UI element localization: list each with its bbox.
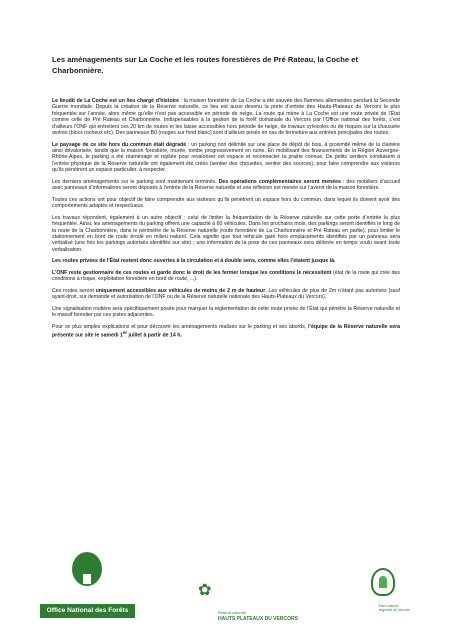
- onf-logo-label: Office National des Forêts: [40, 604, 135, 618]
- paragraph-emphasis: uniquement accessibles aux véhicules de moins de 2 m de hauteur: [95, 288, 266, 295]
- paragraph-signage: Une signalisation routière sera spécifiquement posée pour marquer la réglementation de cette route privée de l’État qui pénètre la Réserve naturelle et le massif forestier par ces pistes adjacentes.: [52, 306, 400, 319]
- paragraph-lead: Le paysage de ce site hors du commun était dégradé: [52, 141, 187, 148]
- paragraph-emphasis: Des opérations complémentaires seront menées: [218, 178, 341, 185]
- paragraph-works: [52, 179, 400, 192]
- document-body: [52, 98, 400, 345]
- ordinal-superscript: er: [122, 330, 128, 336]
- paragraph-roads-open: Les routes privées de l’État restent donc ouvertes à la circulation et à double sens, comme elles l’étaient jusque là.: [52, 258, 336, 265]
- paragraph-onf: [52, 270, 400, 283]
- partner-logos: [0, 548, 450, 628]
- paragraph-emphasis: juillet à partir de 14 h.: [127, 333, 182, 340]
- paragraph-text: (état de la route qui crée des conditions à risque, exploitation forestière en bord de route, ...).: [52, 270, 400, 283]
- paragraph-text: Les derniers aménagements sur le parking sont maintenant terminés.: [52, 178, 219, 185]
- paragraph-text: . Les véhicules de plus de 2m n’étant pas autorisés (sauf ayant-droit, sur demande et autorisation de l’ONF ou de la Réserve naturelle nationale des Hauts-Plateaux du Vercors).: [52, 288, 400, 301]
- paragraph-invitation: [52, 324, 400, 340]
- paragraph-landscape: [52, 142, 400, 174]
- paragraph-history: [52, 98, 400, 136]
- paragraph-text: Pour ce plus amples explications et pour découvrir les aménagements réalisés sur le parking et ses abords,: [52, 324, 309, 331]
- parc-emblem-icon: [371, 568, 395, 596]
- paragraph-vehicles: [52, 288, 400, 301]
- paragraph-lead: Le lieudit de La Coche est un lieu chargé d’histoire: [52, 98, 180, 104]
- rn-logo-label: HAUTS PLATEAUX DU VERCORS: [218, 616, 298, 622]
- paragraph-parking: Les travaux répondent, également à un autre objectif : celui de limiter la fréquentation de la Réserve naturelle sur cette porte d’entrée la plus fréquentée. Ainsi, les aménagements du parking offrent une capacité à 60 véhicules. Dans les prochains mois, des parkings seront identifiés le long de la route de la Charbonnière, dans le périmètre de la Réserve naturelle (route forestière de La Charbonnière et Pré Rateau en partie), pour limiter le stationnement en bord de route érodé en milieu naturel. Cela signifie que tout véhicule garé hors emplacements identifiés par un panneau sera verbalisé (une fois les parkings autorisés identifiés sur site) ; une information de la pose de ces panneaux sera délivrée en temps voulu avant toute verbalisation.: [52, 214, 400, 253]
- onf-logo: [40, 548, 135, 626]
- reserve-naturelle-logo: [190, 578, 310, 622]
- onf-tree-icon: [72, 552, 102, 586]
- pn-logo-label: Parc naturel régional du Vercors: [379, 604, 410, 613]
- title-line-2: Charbonnière.: [52, 66, 104, 75]
- paragraph-text: : des mobiliers d’accueil avec panneaux d’informations seront déposés à l’entrée de la Réserve naturelle et une réflexion est menée sur l’avenir de la maison forestière.: [52, 178, 400, 192]
- title-line-1: Les aménagements sur La Coche et les routes forestières de Pré Rateau, la Coche et: [52, 55, 358, 64]
- document-title: [52, 54, 412, 76]
- paragraph-emphasis: l’équipe de la Réserve naturelle sera présente sur site le samedi 1: [52, 324, 401, 340]
- paragraph-lead: L’ONF reste gestionnaire de ces routes et garde donc le droit de les fermer lorsque les conditions le nécessitent: [52, 270, 332, 277]
- parc-naturel-logo: [365, 568, 410, 628]
- paragraph-objective: Toutes ces actions ont pour objectif de faire comprendre aux visiteurs qu’ils pénètrent un espace hors du commun, dans lequel ils doivent avoir des comportements adaptés et respectueux.: [52, 196, 400, 210]
- rn-logo-subtitle: Réserve naturelle: [218, 611, 247, 615]
- paragraph-text: Ces routes seront: [52, 288, 96, 295]
- flower-icon: ✿: [198, 582, 212, 599]
- paragraph-text: : un parking non délimité sur une place de dépôt de bois, à proximité même de la clairière ainsi dévalorisée, tandis que la maison forestière, murée, tombe progressivement en ruine. En mobilisant des financements de la Région Auvergne-Rhône-Alpes, le parking a été réaménagé et repliée pour revaloriser cet espace et reconnecter la prairie connue. De petits sentiers conduisent à l’entrée physique de la Réserve naturelle ont également été créés (sentier des chouettes, sentier des sources), pour faire comprendre aux visiteurs qu’ils pénètrent un espace particulier, à respecter.: [52, 141, 400, 174]
- paragraph-text: : la maison forestière de La Coche a été sauvée des flammes allemandes pendant la Seconde Guerre mondiale. Depuis la création de la Réserve naturelle, ce lieu est aussi devenu la porte d’entrée des Hauts-Plateaux du Vercors le plus fréquentée sur l’année, alors même qu’elle n’est pas accessible en période de neige. La route qui mène à La Coche est une route privée de l’État comme celle de Pré Rateau et Charbonnière. Indispensables à la gestion de la forêt domaniale du Vercors par l’Office national des forêts, c’est d’ailleurs l’ONF qui entretient ces 20 km de routes et les laisse accessibles hors période de neige, de travaux sylvicoles ou de risques sur la chaussée avérés (blocs rocheux etc). Des panneaux B0 (rouges sur fond blanc) sont d’ailleurs posés en cas de fermeture aux entrées principales des routes.: [52, 98, 400, 137]
